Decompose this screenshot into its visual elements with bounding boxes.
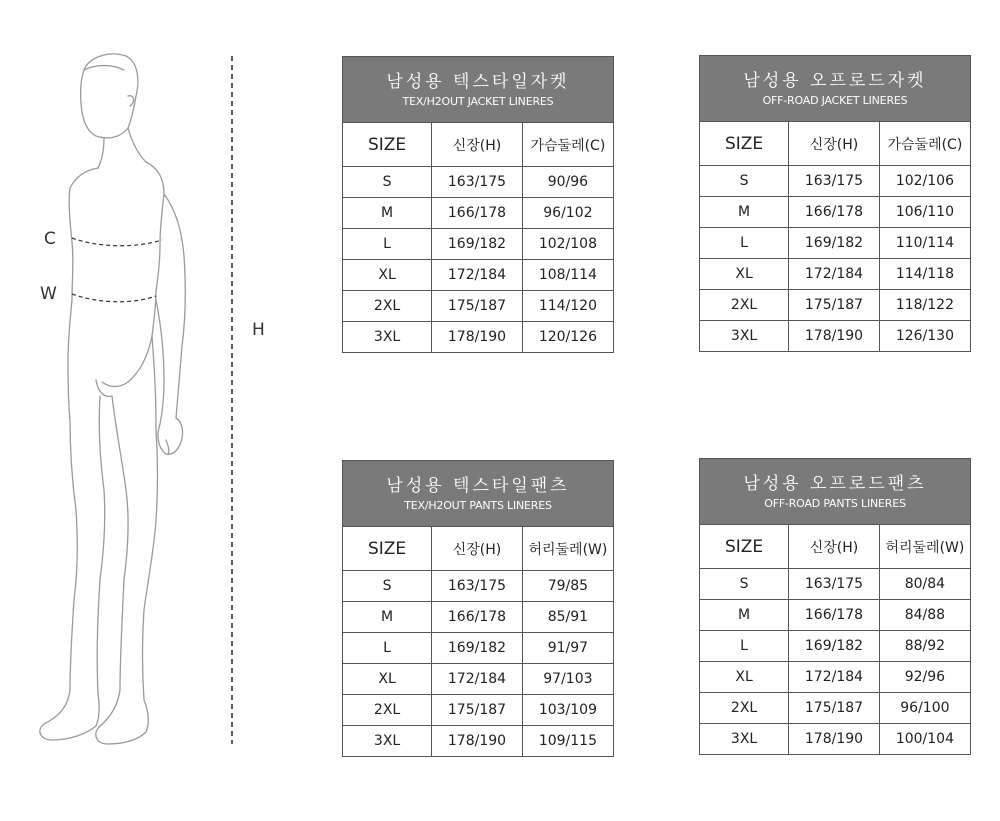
size-cell: 3XL — [343, 726, 432, 757]
height-cell: 169/182 — [432, 229, 523, 260]
size-cell: 3XL — [700, 724, 789, 755]
column-header: 허리둘레(W) — [522, 527, 613, 571]
size-cell: 2XL — [700, 290, 789, 321]
size-cell: M — [700, 197, 789, 228]
measure-cell: 120/126 — [522, 322, 613, 353]
height-label: H — [252, 320, 265, 340]
table-row — [343, 322, 613, 353]
size-cell: 3XL — [700, 321, 789, 352]
size-cell: XL — [343, 664, 432, 695]
height-cell: 166/178 — [789, 197, 880, 228]
height-cell: 175/187 — [789, 290, 880, 321]
size-cell: M — [343, 198, 432, 229]
column-header: SIZE — [700, 525, 789, 569]
height-cell: 163/175 — [789, 569, 880, 600]
size-grid — [343, 527, 613, 756]
height-cell: 169/182 — [789, 228, 880, 259]
measure-cell: 103/109 — [522, 695, 613, 726]
column-header: 가슴둘레(C) — [522, 123, 613, 167]
measure-cell: 114/120 — [522, 291, 613, 322]
height-cell: 172/184 — [432, 664, 523, 695]
table-row — [700, 197, 970, 228]
size-grid — [343, 123, 613, 352]
table-header — [343, 57, 613, 123]
column-header: 신장(H) — [432, 123, 523, 167]
table-title-kr: 남성용 텍스타일팬츠 — [386, 476, 570, 496]
table-header — [343, 461, 613, 527]
table-row — [700, 166, 970, 197]
table-row — [700, 631, 970, 662]
size-grid — [700, 122, 970, 351]
table-row — [700, 321, 970, 352]
table-title-kr: 남성용 오프로드팬츠 — [743, 474, 927, 494]
height-cell: 172/184 — [789, 259, 880, 290]
table-title-en: OFF-ROAD JACKET LINERES — [762, 94, 908, 107]
measure-cell: 102/106 — [879, 166, 970, 197]
column-header: 가슴둘레(C) — [879, 122, 970, 166]
table-header — [700, 459, 970, 525]
measure-cell: 97/103 — [522, 664, 613, 695]
table-row — [343, 695, 613, 726]
table-row — [700, 724, 970, 755]
height-cell: 175/187 — [432, 695, 523, 726]
table-title-en: OFF-ROAD PANTS LINERES — [764, 497, 906, 510]
column-header-row — [343, 527, 613, 571]
measure-cell: 126/130 — [879, 321, 970, 352]
table-row — [700, 600, 970, 631]
measure-cell: 92/96 — [879, 662, 970, 693]
size-cell: 3XL — [343, 322, 432, 353]
measure-cell: 106/110 — [879, 197, 970, 228]
table-header — [700, 56, 970, 122]
height-cell: 163/175 — [432, 571, 523, 602]
column-header: SIZE — [700, 122, 789, 166]
measure-cell: 79/85 — [522, 571, 613, 602]
table-row — [700, 290, 970, 321]
table-title-kr: 남성용 오프로드자켓 — [743, 71, 927, 91]
size-cell: S — [700, 166, 789, 197]
table-row — [700, 662, 970, 693]
column-header: 신장(H) — [789, 525, 880, 569]
column-header: SIZE — [343, 527, 432, 571]
table-row — [343, 726, 613, 757]
size-cell: XL — [700, 662, 789, 693]
table-row — [343, 260, 613, 291]
offroad-pants-size-table — [699, 458, 971, 755]
table-title-kr: 남성용 텍스타일자켓 — [386, 72, 570, 92]
size-cell: S — [343, 571, 432, 602]
tex-jacket-size-table — [342, 56, 614, 353]
height-cell: 166/178 — [432, 198, 523, 229]
measure-cell: 114/118 — [879, 259, 970, 290]
measure-cell: 80/84 — [879, 569, 970, 600]
column-header-row — [343, 123, 613, 167]
measure-cell: 109/115 — [522, 726, 613, 757]
table-title-en: TEX/H2OUT PANTS LINERES — [404, 499, 552, 512]
table-row — [343, 198, 613, 229]
chest-label: C — [44, 229, 56, 249]
table-row — [700, 228, 970, 259]
height-cell: 175/187 — [432, 291, 523, 322]
offroad-jacket-size-table — [699, 55, 971, 352]
measure-cell: 96/102 — [522, 198, 613, 229]
measure-cell: 110/114 — [879, 228, 970, 259]
table-row — [343, 602, 613, 633]
table-row — [343, 664, 613, 695]
waist-label: W — [40, 284, 57, 304]
body-measurement-figure — [0, 0, 300, 821]
size-cell: 2XL — [343, 695, 432, 726]
measure-cell: 91/97 — [522, 633, 613, 664]
table-row — [343, 229, 613, 260]
column-header: 허리둘레(W) — [879, 525, 970, 569]
measure-cell: 88/92 — [879, 631, 970, 662]
measure-cell: 100/104 — [879, 724, 970, 755]
height-cell: 163/175 — [432, 167, 523, 198]
measure-cell: 84/88 — [879, 600, 970, 631]
height-cell: 163/175 — [789, 166, 880, 197]
measure-cell: 108/114 — [522, 260, 613, 291]
measure-cell: 102/108 — [522, 229, 613, 260]
table-row — [343, 291, 613, 322]
column-header-row — [700, 525, 970, 569]
tex-pants-size-table — [342, 460, 614, 757]
measure-cell: 90/96 — [522, 167, 613, 198]
size-cell: S — [343, 167, 432, 198]
height-cell: 166/178 — [789, 600, 880, 631]
column-header: 신장(H) — [432, 527, 523, 571]
height-cell: 178/190 — [432, 322, 523, 353]
table-row — [343, 633, 613, 664]
column-header-row — [700, 122, 970, 166]
height-cell: 175/187 — [789, 693, 880, 724]
table-row — [343, 167, 613, 198]
size-cell: XL — [343, 260, 432, 291]
measure-cell: 96/100 — [879, 693, 970, 724]
height-cell: 178/190 — [789, 724, 880, 755]
size-cell: XL — [700, 259, 789, 290]
size-cell: S — [700, 569, 789, 600]
height-cell: 169/182 — [789, 631, 880, 662]
table-row — [343, 571, 613, 602]
column-header: SIZE — [343, 123, 432, 167]
height-cell: 166/178 — [432, 602, 523, 633]
size-cell: L — [343, 229, 432, 260]
height-cell: 169/182 — [432, 633, 523, 664]
table-title-en: TEX/H2OUT JACKET LINERES — [402, 95, 554, 108]
height-cell: 172/184 — [789, 662, 880, 693]
table-row — [700, 259, 970, 290]
table-row — [700, 693, 970, 724]
size-grid — [700, 525, 970, 754]
size-cell: 2XL — [343, 291, 432, 322]
size-cell: M — [700, 600, 789, 631]
measure-cell: 85/91 — [522, 602, 613, 633]
measure-cell: 118/122 — [879, 290, 970, 321]
column-header: 신장(H) — [789, 122, 880, 166]
height-cell: 178/190 — [789, 321, 880, 352]
table-row — [700, 569, 970, 600]
size-cell: 2XL — [700, 693, 789, 724]
height-cell: 178/190 — [432, 726, 523, 757]
size-cell: M — [343, 602, 432, 633]
size-cell: L — [700, 631, 789, 662]
height-cell: 172/184 — [432, 260, 523, 291]
size-cell: L — [700, 228, 789, 259]
size-cell: L — [343, 633, 432, 664]
